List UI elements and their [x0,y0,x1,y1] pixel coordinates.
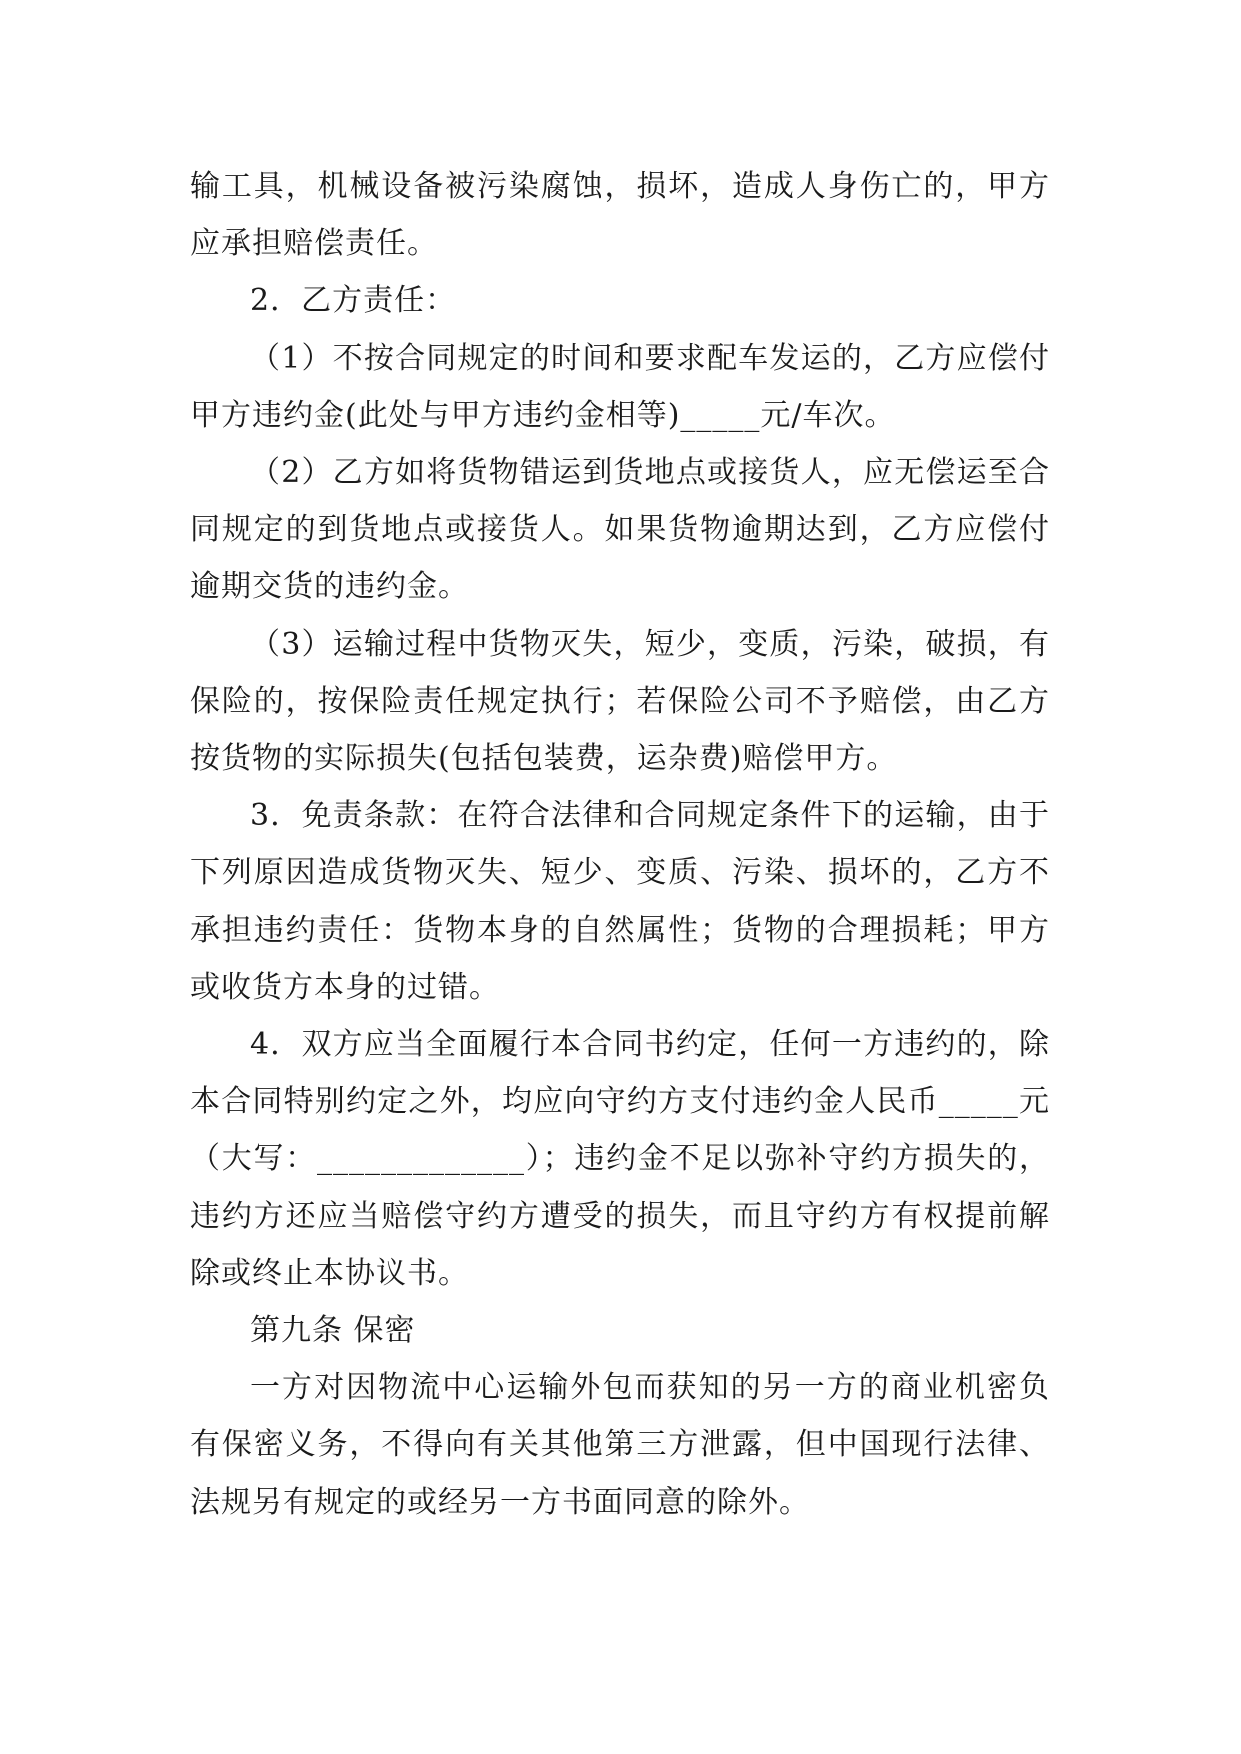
confidentiality-paragraph: 一方对因物流中心运输外包而获知的另一方的商业机密负有保密义务，不得向有关其他第三方泄露，但中国现行法律、法规另有规定的或经另一方书面同意的除外。 [190,1370,1050,1520]
clause-exemption: 3．免责条款：在符合法律和合同规定条件下的运输，由于下列原因造成货物灭失、短少、变质、污染、损坏的，乙方不承担违约责任：货物本身的自然属性；货物的合理损耗；甲方或收货方本身的过错。 [190,798,1050,1005]
clause-heading-party-b-responsibility: 2．乙方责任： [250,283,457,319]
clause-item-1: （1）不按合同规定的时间和要求配车发运的，乙方应偿付甲方违约金(此处与甲方违约金相等)_____元/车次。 [190,340,1050,433]
paragraph-continuation: 输工具，机械设备被污染腐蚀，损坏，造成人身伤亡的，甲方应承担赔偿责任。 [190,169,1050,262]
clause-breach-penalty: 4．双方应当全面履行本合同书约定，任何一方违约的，除本合同特别约定之外，均应向守约方支付违约金人民币_____元（大写：_____________）；违约金不足以弥补守约方损失的，违约方还应当赔偿守约方遭受的损失，而且守约方有权提前解除或终止本协议书。 [190,1027,1050,1291]
clause-item-2: （2）乙方如将货物错运到货地点或接货人，应无偿运至合同规定的到货地点或接货人。如果货物逾期达到，乙方应偿付逾期交货的违约金。 [190,455,1050,605]
document-body [190,158,1050,1531]
article-nine-heading: 第九条 保密 [250,1313,416,1349]
clause-item-3: （3）运输过程中货物灭失，短少，变质，污染，破损，有保险的，按保险责任规定执行；若保险公司不予赔偿，由乙方按货物的实际损失(包括包装费，运杂费)赔偿甲方。 [190,626,1050,777]
